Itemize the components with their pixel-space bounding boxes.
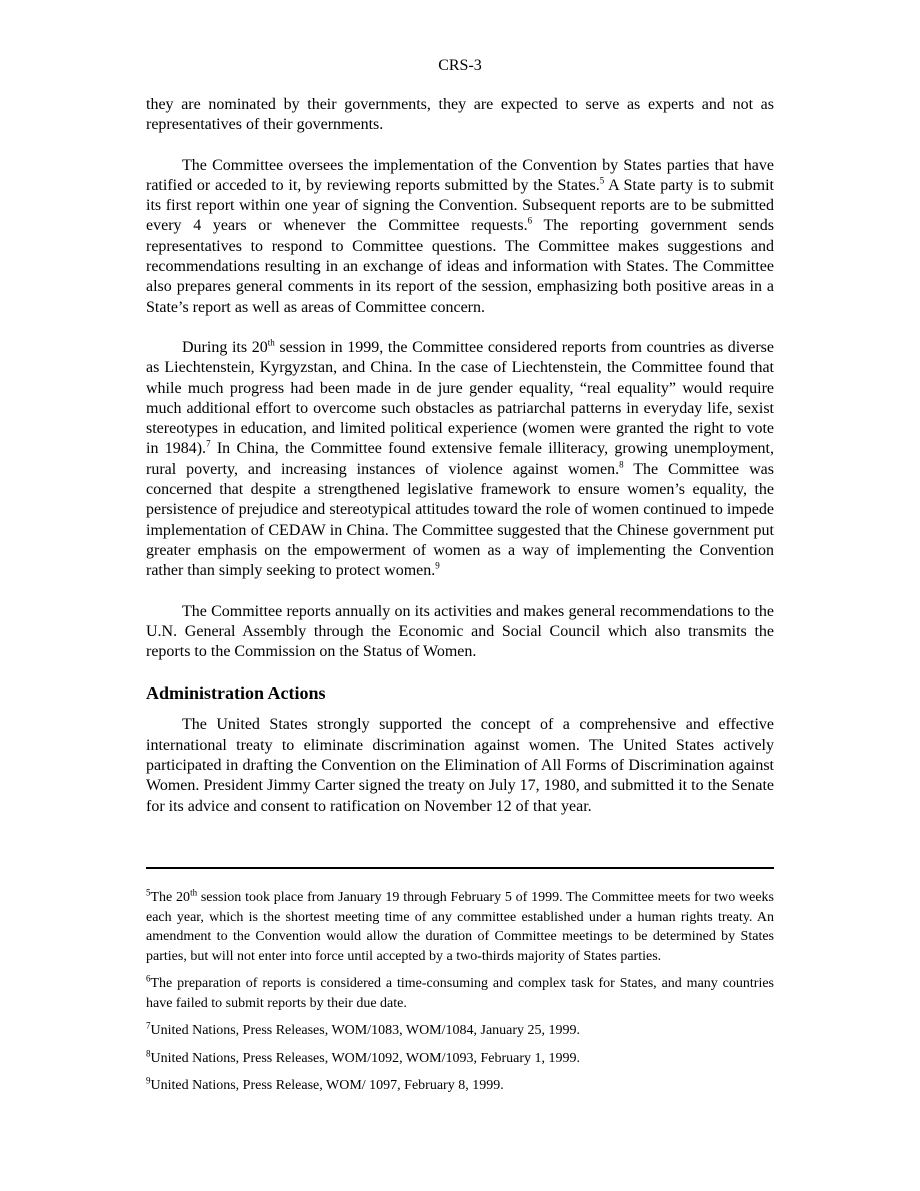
- paragraph-us-support: The United States strongly supported the concept of a comprehensive and effective international treaty to eliminate discrimination against women. The United States actively participated in drafting the Convention on the Elimination of All Forms of Discrimination against Women. President Jimmy Carter signed the treaty on July 17, 1980, and submitted it to the Senate for its advice and consent to ratification on November 12 of that year.: [146, 716, 774, 815]
- footnote-divider: [146, 867, 774, 869]
- section-heading: Administration Actions: [146, 683, 326, 704]
- footnote-ref-8: 8: [619, 459, 624, 470]
- footnote-ref-5: 5: [599, 175, 605, 186]
- paragraph-20th-session: During its 20th session in 1999, the Committee considered reports from countries as diverse as Liechtenstein, Kyrgyzstan, and China. In the case of Liechtenstein, the Committee found that while much progress had been made in de jure gender equality, “real equality” would require much additional effort to overcome such obstacles as patriarchal patterns in everyday life, sexist stereotypes in education, and limited political experience (women were granted the right to vote in 1984).$^7$ In China, the Committee found extensive female illiteracy, growing unemployment, rural poverty, and increasing instances of violence against women.$^8$ The Committee was concerned that despite a strengthened legislative framework to ensure women’s equality, the persistence of prejudice and stereotypical attitudes toward the role of women continued to impede implementation of CEDAW in China. The Committee suggested that the Chinese government put greater emphasis on the empowerment of women as a way of implementing the Convention rather than simply seeking to protect women.$^9$: [146, 337, 774, 580]
- footnote-5: $^5$The 20th session took place from January 19 through February 5 of 1999. The Committee meets for two weeks each year, which is the shortest meeting time of any committee established under a human rights treaty. An amendment to the Convention would allow the duration of Committee meetings to be determined by States parties, but will not enter into force until accepted by a two-thirds majority of States parties.: [146, 887, 774, 964]
- footnote-ref-7: 7: [206, 439, 211, 450]
- footnote-8: $^8$United Nations, Press Releases, WOM/1092, WOM/1093, February 1, 1999.: [146, 1047, 581, 1066]
- paragraph-annual-reports: The Committee reports annually on its activities and makes general recommendations to the U.N. General Assembly through the Economic and Social Council which also transmits the reports to the Commission on the Status of Women.: [146, 602, 774, 661]
- ordinal-suffix: th: [267, 337, 275, 348]
- footnote-7: $^7$United Nations, Press Releases, WOM/1083, WOM/1084, January 25, 1999.: [146, 1020, 581, 1038]
- footnote-6: $^6$The preparation of reports is considered a time-consuming and complex task for States, and many countries have failed to submit reports by their due date.: [146, 973, 774, 1011]
- footnote-ref-6: 6: [527, 216, 533, 227]
- footnotes: [146, 888, 774, 1104]
- paragraph-continuation: they are nominated by their governments, they are expected to serve as experts and not as representatives of their governments.: [146, 96, 774, 134]
- paragraph-committee-oversight: The Committee oversees the implementation of the Convention by States parties that have ratified or acceded to it, by reviewing reports submitted by the States.$^5$ A State party is to submit its first report within one year of signing the Convention. Subsequent reports are to be submitted every 4 years or whenever the Committee requests.$^6$ The reporting government sends representatives to respond to Committee questions. The Committee makes suggestions and recommendations resulting in an exchange of ideas and information with States. The Committee also prepares general comments in its report of the session, emphasizing both positive areas in a State’s report as well as areas of Committee concern.: [146, 156, 774, 316]
- page-header: CRS-3: [438, 57, 482, 74]
- footnote-ref-9: 9: [435, 560, 440, 571]
- body-text: [146, 95, 774, 837]
- footnote-9: $^9$United Nations, Press Release, WOM/ 1097, February 8, 1999.: [146, 1075, 504, 1093]
